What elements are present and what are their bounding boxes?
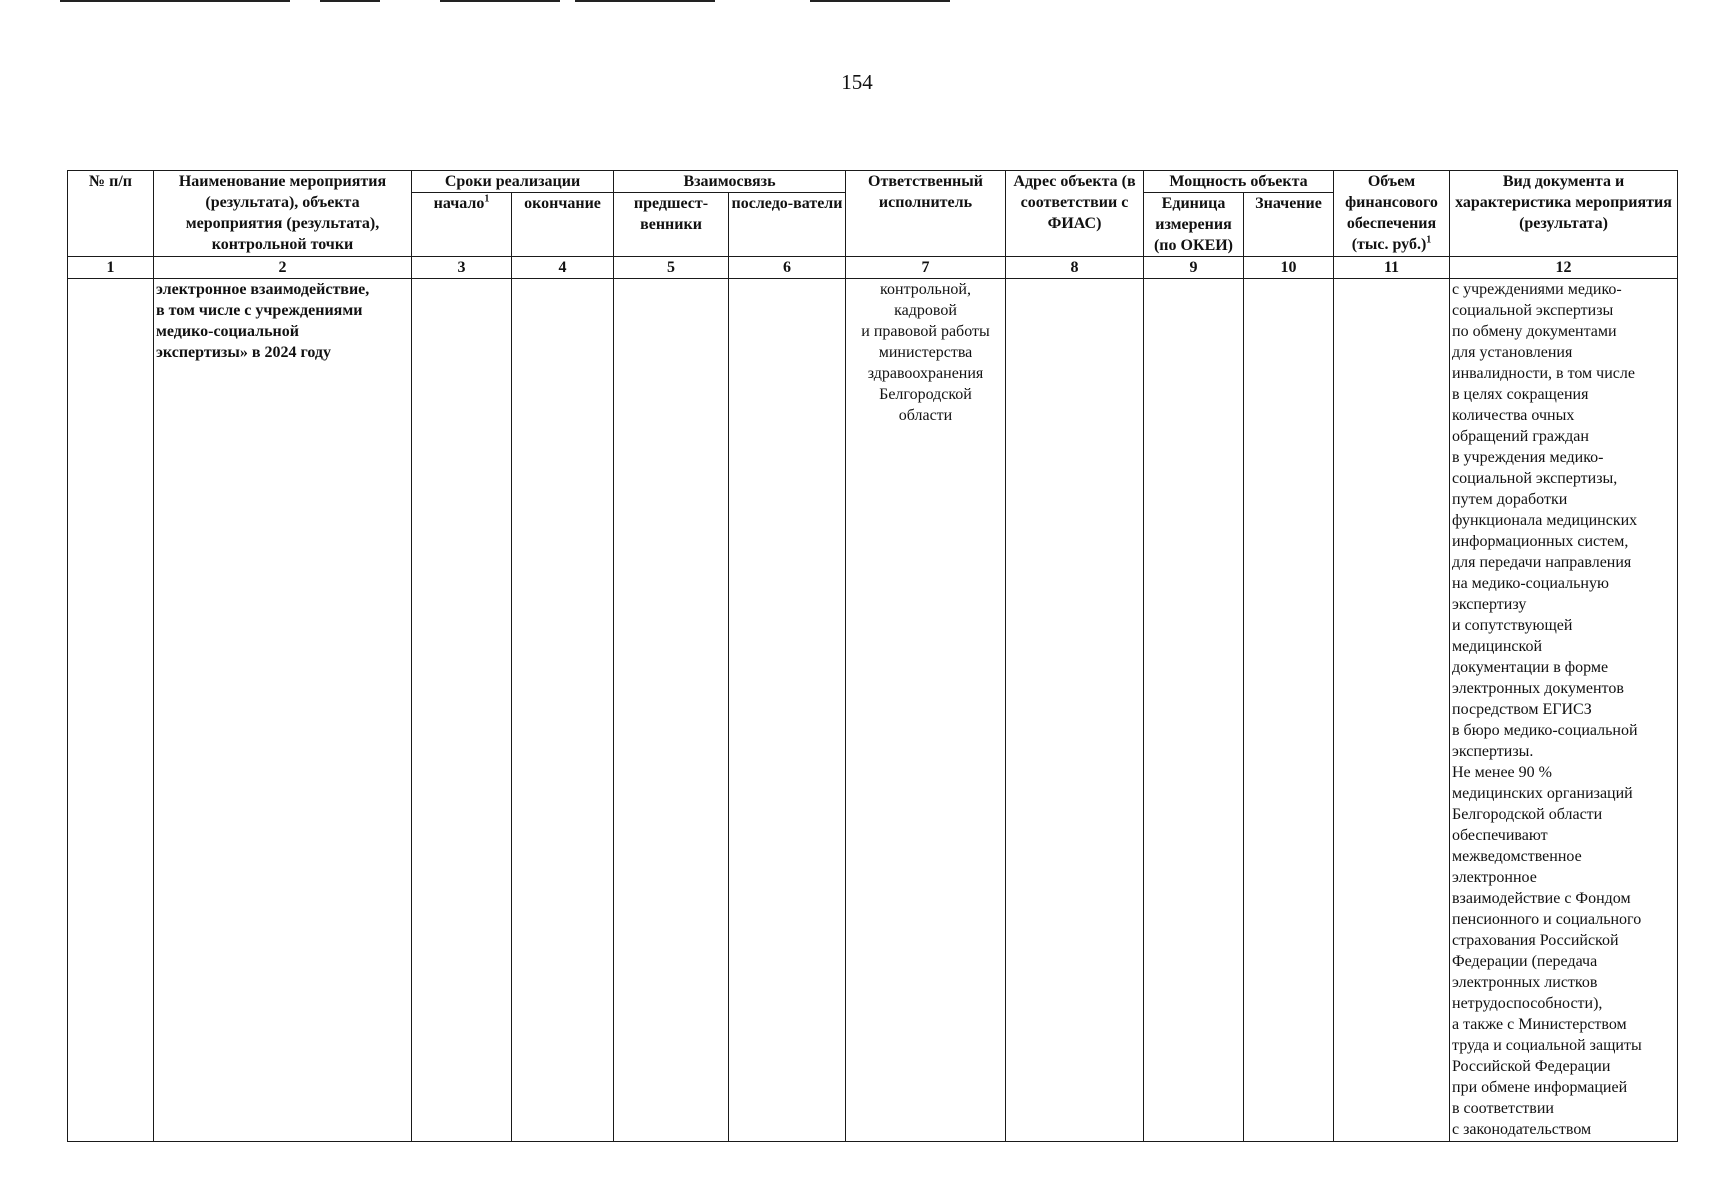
text-line: при обмене информацией: [1452, 1079, 1628, 1096]
column-number: 2: [154, 257, 412, 279]
text-line: медико-социальной: [156, 323, 299, 340]
cell-successors: [729, 279, 846, 1142]
text-line: экспертизы.: [1452, 743, 1534, 760]
text-line: посредством ЕГИСЗ: [1452, 701, 1592, 718]
cell-name: [154, 279, 412, 1142]
cell-responsible-text: [848, 279, 1003, 426]
header-period: Сроки реализации: [412, 171, 614, 193]
table-row: [68, 279, 1678, 1142]
cell-num: [68, 279, 154, 1142]
text-line: электронное: [1452, 869, 1537, 886]
header-unit: Единица измерения (по ОКЕИ): [1144, 193, 1244, 257]
text-line: Белгородской области: [1452, 806, 1603, 823]
text-line: межведомственное: [1452, 848, 1582, 865]
header-start: начало$^1$: [412, 193, 512, 257]
column-number: 11: [1334, 257, 1450, 279]
column-number: 3: [412, 257, 512, 279]
cell-predecessors: [614, 279, 729, 1142]
text-line: с учреждениями медико-: [1452, 281, 1622, 298]
text-line: области: [898, 407, 953, 424]
text-line: инвалидности, в том числе: [1452, 365, 1635, 382]
column-number: 9: [1144, 257, 1244, 279]
column-number: 10: [1244, 257, 1334, 279]
scan-artifact: [60, 0, 290, 2]
header-address: Адрес объекта (в соответствии с ФИАС): [1006, 171, 1144, 257]
text-line: а также с Министерством: [1452, 1016, 1627, 1033]
cell-name-text: [156, 279, 409, 363]
text-line: в целях сокращения: [1452, 386, 1589, 403]
text-line: социальной экспертизы,: [1452, 470, 1618, 487]
scan-artifact: [575, 0, 715, 2]
text-line: в учреждения медико-: [1452, 449, 1604, 466]
cell-doc-type-text: [1452, 279, 1675, 1140]
header-num: № п/п: [68, 171, 154, 257]
cell-address: [1006, 279, 1144, 1142]
header-responsible: Ответственный исполнитель: [846, 171, 1006, 257]
text-line: Российской Федерации: [1452, 1058, 1611, 1075]
scan-artifact: [320, 0, 380, 2]
column-number: 1: [68, 257, 154, 279]
text-line: электронное взаимодействие,: [156, 281, 370, 298]
scan-artifact: [810, 0, 950, 2]
text-line: путем доработки: [1452, 491, 1568, 508]
header-value: Значение: [1244, 193, 1334, 257]
text-line: в бюро медико-социальной: [1452, 722, 1638, 739]
header-finance: Объем финансового обеспечения (тыс. руб.)$^1$: [1334, 171, 1450, 257]
cell-finance: [1334, 279, 1450, 1142]
text-line: на медико-социальную: [1452, 575, 1609, 592]
text-line: Федерации (передача: [1452, 953, 1598, 970]
header-name: Наименование мероприятия (результата), объекта мероприятия (результата), контрольной точки: [154, 171, 412, 257]
text-line: труда и социальной защиты: [1452, 1037, 1642, 1054]
text-line: экспертизы» в 2024 году: [156, 344, 331, 361]
cell-start: [412, 279, 512, 1142]
header-capacity: Мощность объекта: [1144, 171, 1334, 193]
text-line: функционала медицинских: [1452, 512, 1638, 529]
activities-table: [67, 170, 1678, 1142]
text-line: Не менее 90 %: [1452, 764, 1552, 781]
column-number: 12: [1450, 257, 1678, 279]
text-line: обращений граждан: [1452, 428, 1589, 445]
cell-end: [512, 279, 614, 1142]
text-line: медицинских организаций: [1452, 785, 1633, 802]
text-line: для передачи направления: [1452, 554, 1632, 571]
text-line: обеспечивают: [1452, 827, 1548, 844]
text-line: в том числе с учреждениями: [156, 302, 363, 319]
text-line: и сопутствующей: [1452, 617, 1573, 634]
text-line: для установления: [1452, 344, 1573, 361]
text-line: пенсионного и социального: [1452, 911, 1642, 928]
text-line: электронных документов: [1452, 680, 1624, 697]
text-line: Белгородской: [879, 386, 972, 403]
text-line: информационных систем,: [1452, 533, 1629, 550]
cell-unit: [1144, 279, 1244, 1142]
header-relation: Взаимосвязь: [614, 171, 846, 193]
text-line: в соответствии: [1452, 1100, 1554, 1117]
text-line: экспертизу: [1452, 596, 1527, 613]
column-number: 7: [846, 257, 1006, 279]
cell-doc-type: [1450, 279, 1678, 1142]
text-line: кадровой: [894, 302, 957, 319]
text-line: министерства: [878, 344, 973, 361]
cell-value: [1244, 279, 1334, 1142]
column-number: 8: [1006, 257, 1144, 279]
header-successors: последо-ватели: [729, 193, 846, 257]
text-line: количества очных: [1452, 407, 1575, 424]
text-line: и правовой работы: [861, 323, 990, 340]
column-number: 4: [512, 257, 614, 279]
text-line: документации в форме: [1452, 659, 1609, 676]
header-predecessors: предшест-венники: [614, 193, 729, 257]
text-line: взаимодействие с Фондом: [1452, 890, 1631, 907]
page-number: 154: [841, 70, 873, 94]
text-line: контрольной,: [880, 281, 971, 298]
column-number: 5: [614, 257, 729, 279]
header-end: окончание: [512, 193, 614, 257]
text-line: здравоохранения: [867, 365, 984, 382]
text-line: по обмену документами: [1452, 323, 1617, 340]
header-doc-type: Вид документа и характеристика мероприятия (результата): [1450, 171, 1678, 257]
text-line: электронных листков: [1452, 974, 1598, 991]
scan-artifact: [440, 0, 560, 2]
text-line: с законодательством: [1452, 1121, 1592, 1138]
cell-responsible: [846, 279, 1006, 1142]
text-line: медицинской: [1452, 638, 1543, 655]
text-line: нетрудоспособности),: [1452, 995, 1603, 1012]
column-number: 6: [729, 257, 846, 279]
text-line: социальной экспертизы: [1452, 302, 1614, 319]
text-line: страхования Российской: [1452, 932, 1619, 949]
